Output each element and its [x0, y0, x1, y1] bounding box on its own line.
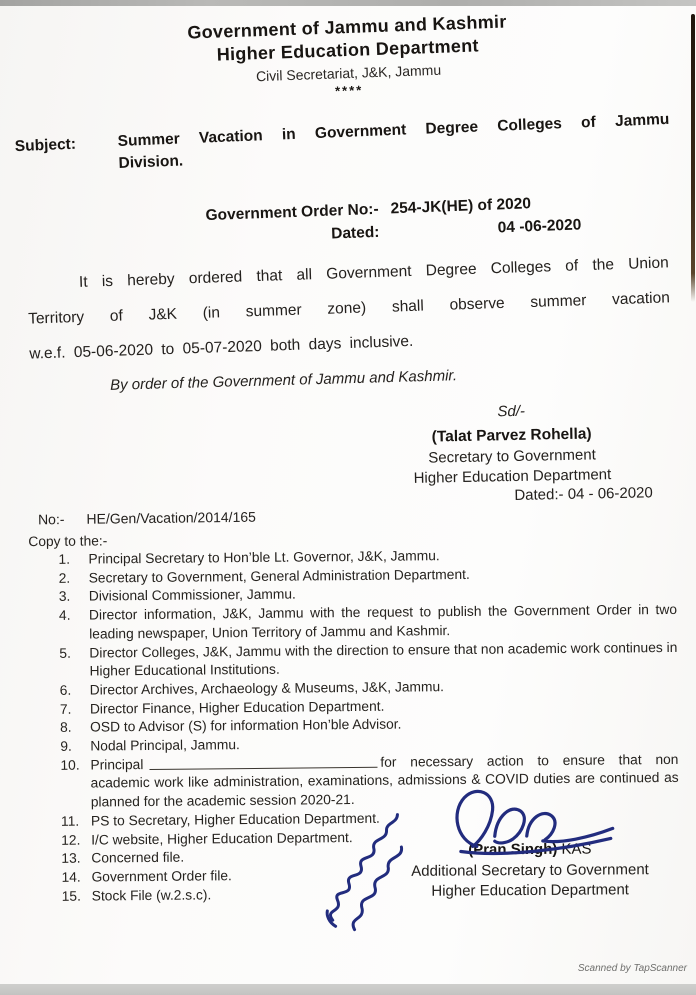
copy-item-number: 5. — [59, 645, 71, 661]
copy-item-text: OSD to Advisor (S) for information Hon’ble Advisor. — [90, 716, 402, 735]
copy-heading: Copy to the:- — [28, 533, 108, 550]
copy-item-text: Director Finance, Higher Education Department. — [89, 698, 385, 717]
subject-block — [14, 109, 670, 179]
reference-value: HE/Gen/Vacation/2014/165 — [86, 508, 256, 527]
copy-item-text: Stock File (w.2.s.c). — [91, 887, 212, 904]
scan-top-edge — [0, 0, 696, 6]
copy-item-text: Principal Secretary to Hon’ble Lt. Governor, J&K, Jammu. — [88, 548, 440, 567]
letterhead — [0, 4, 696, 110]
primary-signatory-block — [361, 399, 663, 508]
divider-stars: **** — [334, 82, 364, 99]
subject-label: Subject: — [14, 135, 77, 156]
subject-text — [117, 109, 670, 175]
copy-item-text: Secretary to Government, General Administration Department. — [88, 566, 470, 586]
primary-signatory-title-2: Higher Education Department — [413, 465, 612, 487]
copy-list-item — [29, 601, 679, 645]
secondary-signatory-title-2: Higher Education Department — [431, 881, 629, 900]
secondary-signatory-title-1: Additional Secretary to Government — [411, 860, 649, 880]
body-line-1: It is hereby ordered that all Government Degree Colleges of the Union — [78, 254, 669, 291]
signature-scribble-icon — [442, 783, 618, 860]
secretariat-line: Civil Secretariat, J&K, Jammu — [255, 61, 442, 85]
reference-number-line — [38, 509, 256, 528]
copy-item-number: 2. — [58, 570, 71, 586]
copy-item-number: 15. — [61, 888, 81, 904]
department-title: Higher Education Department — [216, 35, 480, 65]
copy-item-number: 3. — [58, 589, 71, 605]
copy-item-number: 9. — [60, 738, 72, 754]
copy-item-number: 12. — [61, 832, 81, 848]
copy-item-text: Government Order file. — [91, 868, 232, 885]
order-body-paragraph — [26, 245, 671, 371]
by-order-line: By order of the Government of Jammu and Kashmir. — [109, 367, 458, 394]
copy-list-item — [29, 638, 679, 682]
sd-mark: Sd/- — [497, 402, 526, 421]
copy-item-number: 10. — [60, 757, 80, 773]
order-number-label: Government Order No:- — [205, 200, 379, 225]
copy-item-number: 13. — [61, 850, 81, 867]
copy-item-number: 8. — [60, 720, 72, 736]
copy-item-number: 7. — [59, 701, 72, 717]
copy-item-text: Director Archives, Archaeology & Museums, J&K, Jammu. — [89, 679, 445, 698]
copy-item-text: PS to Secretary, Higher Education Department. — [90, 810, 380, 829]
primary-signatory-title-1: Secretary to Government — [428, 446, 596, 467]
order-date-value: 04 -06-2020 — [497, 216, 582, 237]
government-order-block — [165, 190, 581, 251]
body-line-2: Territory of J&K (in summer zone) shall observe summer vacation — [27, 289, 671, 328]
subject-line-1: Summer Vacation in Government Degree Colleges of Jammu — [117, 110, 670, 151]
copy-item-text: Concerned file. — [91, 849, 185, 866]
copy-item-text: Principal for necessary action to ensure that non academic work like administration, examinations, admissions & COVID duties are continued as planned for the academic session 2020-21. — [90, 751, 679, 810]
scanner-watermark: Scanned by TapScanner — [577, 963, 687, 974]
copy-item-number: 6. — [59, 682, 72, 698]
reference-label: No:- — [37, 511, 65, 528]
copy-item-text: Divisional Commissioner, Jammu. — [88, 586, 296, 604]
primary-signatory-dated: Dated:- 04 - 06-2020 — [514, 484, 653, 504]
copy-item-number: 1. — [58, 551, 71, 567]
copy-item-number: 14. — [61, 869, 81, 885]
copy-item-number: 4. — [58, 607, 71, 623]
copy-item-text: Nodal Principal, Jammu. — [90, 737, 240, 754]
scan-bottom-edge — [0, 984, 696, 995]
primary-signatory-name: (Talat Parvez Rohella) — [431, 424, 592, 446]
blank-underline — [149, 756, 377, 770]
secondary-signatory-name-bold: (Pran Singh) — [468, 840, 558, 859]
copy-item-number: 11. — [60, 813, 80, 829]
subject-line-2: Division. — [118, 152, 184, 172]
secondary-signatory-name-suffix: KAS — [557, 840, 592, 858]
government-title: Government of Jammu and Kashmir — [187, 11, 507, 43]
order-date-label: Dated: — [330, 223, 380, 243]
copy-item-text: Director Colleges, J&K, Jammu with the direction to ensure that non academic work continues in Higher Educational Institutions. — [89, 639, 678, 679]
body-line-3: w.e.f. 05-06-2020 to 05-07-2020 both days inclusive. — [29, 332, 414, 363]
copy-item-text: Director information, J&K, Jammu with the request to publish the Government Order in two leading newspaper, Union Territory of Jammu and Kashmir. — [88, 602, 678, 642]
copy-item-text: I/C website, Higher Education Department. — [91, 829, 353, 848]
order-number-value: 254-JK(HE) of 2020 — [390, 195, 532, 218]
